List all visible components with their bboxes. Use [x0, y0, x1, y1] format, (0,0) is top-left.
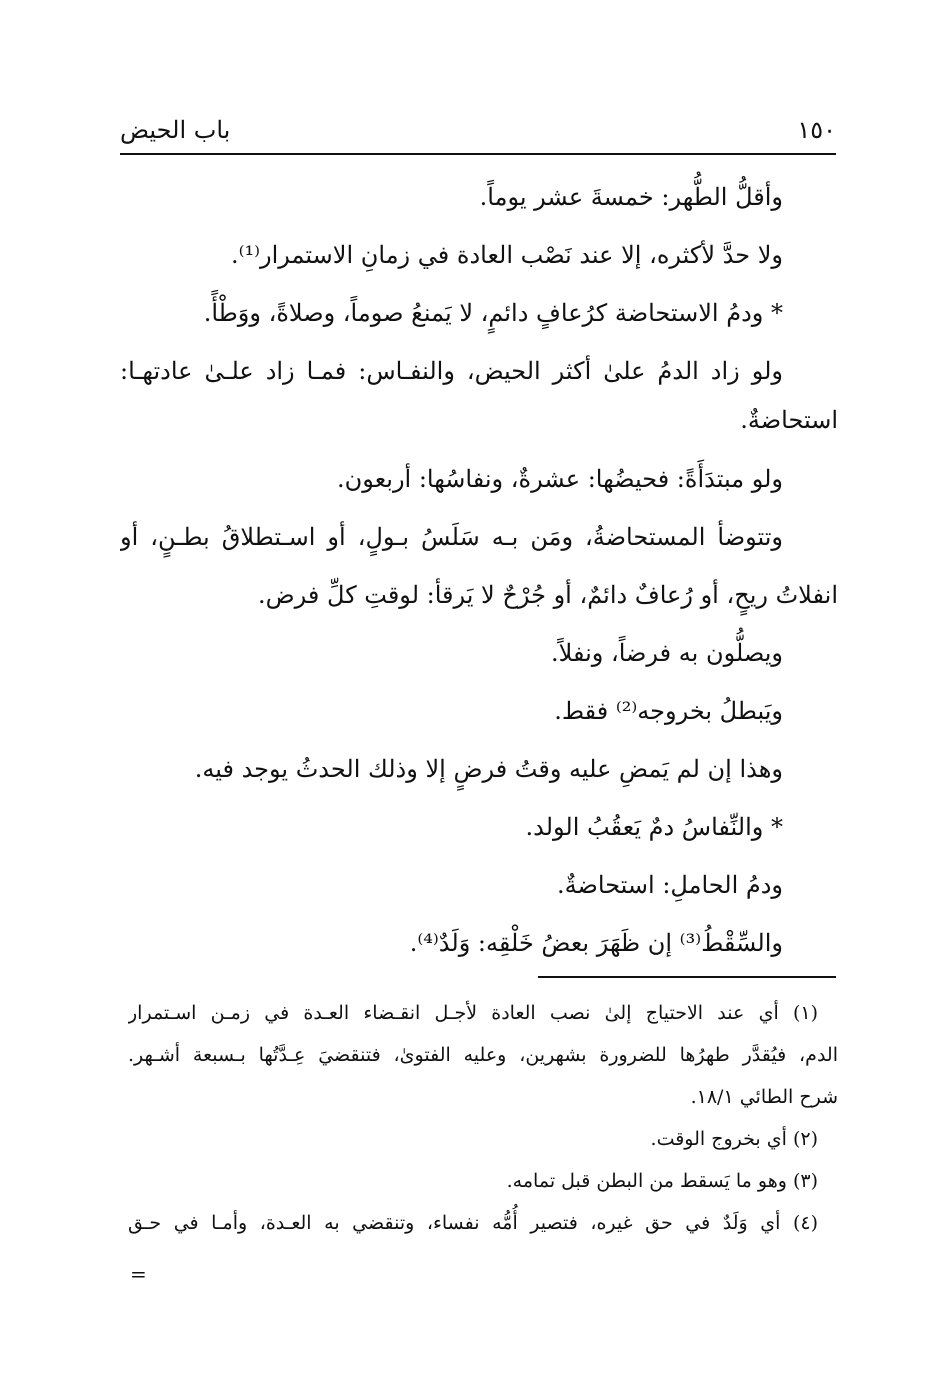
text-line: ولو زاد الدمُ علىٰ أكثر الحيض، والنفـاس: فمـا زاد علـىٰ عادتهـا:: [120, 357, 783, 385]
footnote-line: (٣) وهو ما يَسقط من البطن قبل تمامه.: [506, 1170, 818, 1192]
continuation-mark: =: [130, 1262, 147, 1286]
text-line: ويصلُّون به فرضاً، ونفلاً.: [551, 639, 783, 667]
text-line: وهذا إن لم يَمضِ عليه وقتُ فرضٍ إلا وذلك الحدثُ يوجد فيه.: [194, 755, 783, 783]
text-line: استحاضةٌ.: [740, 406, 838, 434]
text-line: ولو مبتدَأَةً: فحيضُها: عشرةٌ، ونفاسُها: أربعون.: [337, 465, 783, 493]
main-text: [120, 168, 838, 972]
header-divider: [120, 153, 836, 155]
text-line: * ودمُ الاستحاضة كرُعافٍ دائمٍ، لا يَمنعُ صوماً، وصلاةً، ووَطْأً.: [203, 299, 783, 327]
footnote-line: الدم، فيُقدَّر طهرُها للضرورة بشهرين، وعليه الفتوىٰ، فتنقضيَ عِـدَّتُها بـسبعة أشـهر.: [128, 1044, 838, 1066]
text-line: وأقلُّ الطُّهر: خمسةَ عشر يوماً.: [479, 183, 783, 211]
text-line: ويَبطلُ بخروجه⁽²⁾ فقط.: [554, 697, 783, 725]
footnote-line: (٢) أي بخروج الوقت.: [650, 1128, 818, 1150]
text-line: والسِّقْطُ⁽³⁾ إن ظَهَرَ بعضُ خَلْقِه: وَلَدٌ⁽⁴⁾.: [409, 929, 783, 957]
text-line: انفلاتُ ريحٍ، أو رُعافٌ دائمٌ، أو جُرْحٌ لا يَرقأ: لوقتِ كلِّ فرض.: [258, 581, 838, 609]
running-title: باب الحيض: [120, 116, 231, 144]
text-line: وتتوضأ المستحاضةُ، ومَن بـه سَلَسُ بـولٍ، أو اسـتطلاقُ بطـنٍ، أو: [120, 523, 783, 551]
footnote-line: (١) أي عند الاحتياج إلىٰ نصب العادة لأجـل انقـضاء العـدة في زمـن اسـتمرار: [128, 1002, 818, 1024]
text-line: * والنِّفاسُ دمٌ يَعقُبُ الولد.: [525, 813, 783, 841]
page-number: ١٥٠: [797, 116, 836, 144]
footnote-line: (٤) أي وَلَدٌ في حق غيره، فتصير أُمُّه نفساء، وتنقضي به العـدة، وأمـا في حـق: [128, 1212, 818, 1234]
footnotes: [128, 992, 838, 1244]
text-line: ولا حدَّ لأكثره، إلا عند نَصْب العادة في زمانِ الاستمرار⁽¹⁾.: [231, 241, 783, 269]
text-line: ودمُ الحاملِ: استحاضةٌ.: [557, 871, 783, 899]
footnote-divider: [538, 976, 836, 978]
footnote-line: شرح الطائي ١٨/١.: [690, 1086, 838, 1108]
page-header: [120, 112, 836, 152]
